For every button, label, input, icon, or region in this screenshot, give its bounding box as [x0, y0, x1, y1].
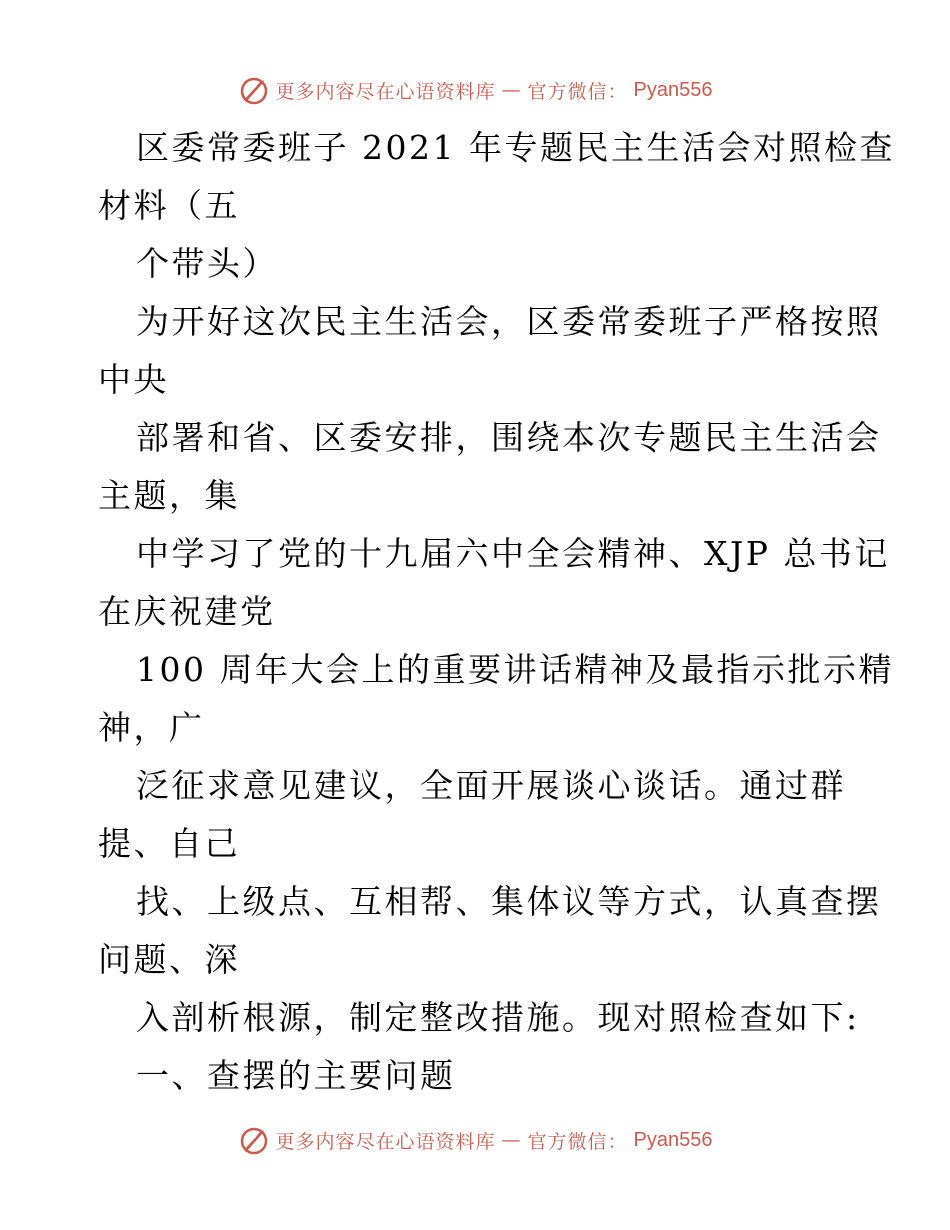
doc-line: 区委常委班子 2021 年专题民主生活会对照检查	[136, 128, 895, 167]
doc-line: 中央	[98, 360, 169, 399]
doc-line: 神，广	[98, 708, 205, 747]
watermark-banner-bottom	[0, 1120, 950, 1160]
doc-line: 中学习了党的十九届六中全会精神、XJP 总书记	[136, 534, 890, 573]
doc-line: 问题、深	[98, 940, 240, 979]
doc-line: 提、自己	[98, 824, 240, 863]
doc-line: 在庆祝建党	[98, 592, 276, 631]
quill-pen-logo-icon	[238, 1124, 270, 1156]
watermark-wechat-label: 官方微信：	[527, 80, 628, 103]
watermark-wechat-id: Pyan556	[633, 78, 713, 101]
quill-pen-logo-icon	[238, 74, 270, 106]
watermark-dash: —	[501, 1129, 522, 1151]
watermark-banner-top	[0, 70, 950, 110]
watermark-site-text: 更多内容尽在心语资料库	[275, 80, 496, 103]
doc-line: 部署和省、区委安排，围绕本次专题民主生活会	[136, 418, 882, 457]
watermark-wechat-label: 官方微信：	[527, 1130, 628, 1153]
watermark-site-text: 更多内容尽在心语资料库	[275, 1130, 496, 1153]
doc-line: 材料（五	[98, 186, 240, 225]
doc-line: 100 周年大会上的重要讲话精神及最指示批示精	[136, 650, 894, 689]
doc-line: 泛征求意见建议，全面开展谈心谈话。通过群	[136, 766, 846, 805]
section-heading: 一、查摆的主要问题	[136, 1056, 456, 1095]
watermark-dash: —	[501, 79, 522, 101]
doc-line: 入剖析根源，制定整改措施。现对照检查如下:	[136, 998, 860, 1037]
doc-line: 个带头）	[136, 244, 278, 283]
doc-line: 为开好这次民主生活会，区委常委班子严格按照	[136, 302, 882, 341]
doc-line: 找、上级点、互相帮、集体议等方式，认真查摆	[136, 882, 882, 921]
doc-line: 主题，集	[98, 476, 240, 515]
watermark-wechat-id: Pyan556	[633, 1128, 713, 1151]
document-body	[98, 122, 895, 1108]
